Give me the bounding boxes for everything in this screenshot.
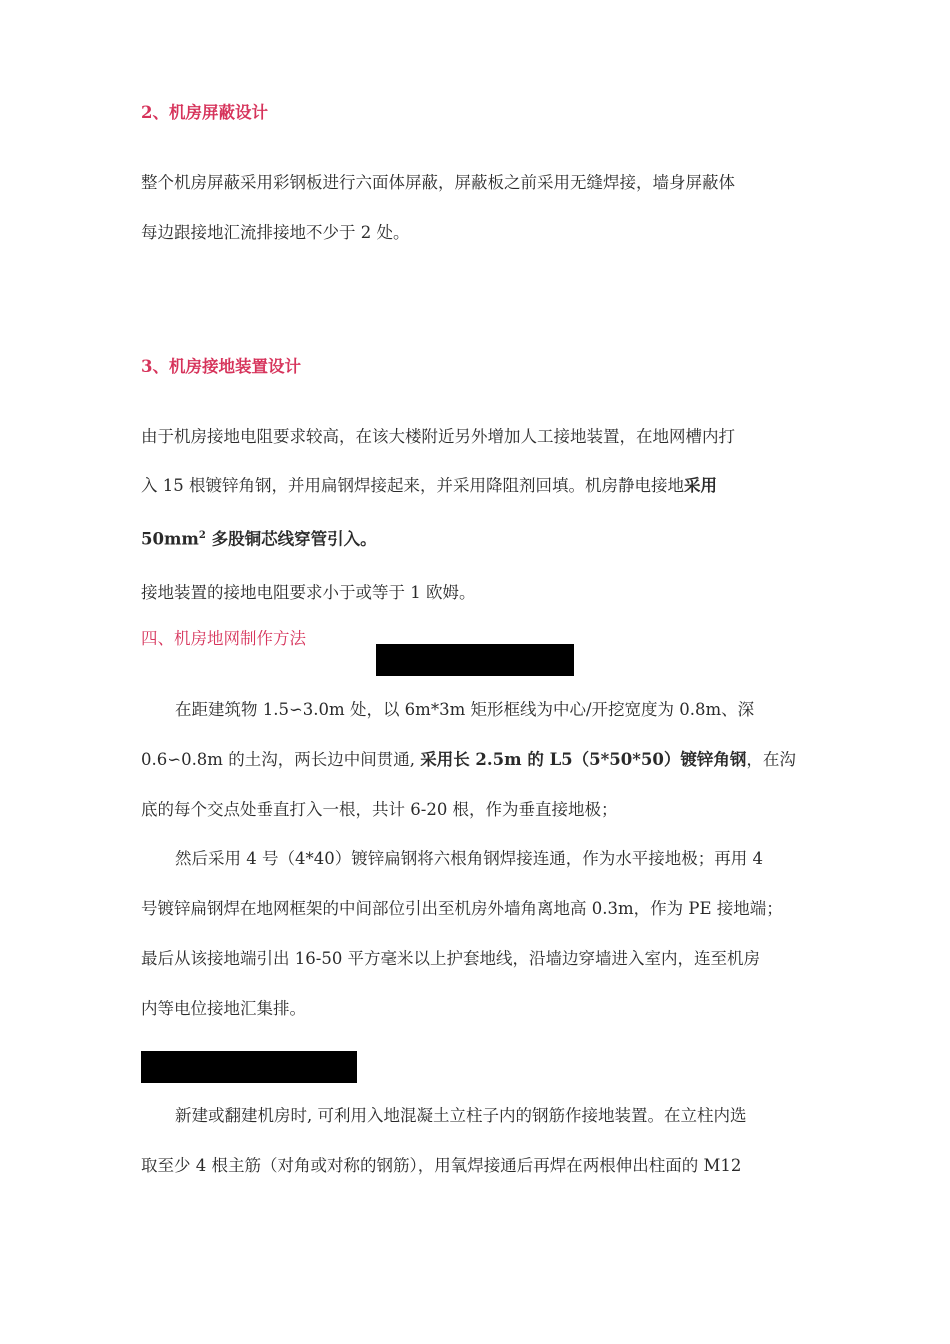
redaction-bar-1 [376,644,574,676]
section-3-line-3-bold-a: 50mm [141,529,199,549]
section-2-heading: 2、机房屏蔽设计 [141,103,268,122]
section-2-line-2: 每边跟接地汇流排接地不少于 2 处。 [141,223,410,242]
section-3-line-2 [141,475,717,497]
section-3-line-2-normal: 入 15 根镀锌角钢，并用扁钢焊接起来，并采用降阻剂回填。机房静电接地 [141,476,684,495]
section-2-line-1: 整个机房屏蔽采用彩钢板进行六面体屏蔽，屏蔽板之前采用无缝焊接，墙身屏蔽体 [141,173,735,192]
redaction-bar-2 [141,1051,357,1083]
section-3-line-4: 接地装置的接地电阻要求小于或等于 1 欧姆。 [141,583,476,602]
section-4-heading: 四、机房地网制作方法 [141,629,306,648]
section-4-p1-line-1: 在距建筑物 1.5∽3.0m 处，以 6m*3m 矩形框线为中心/开挖宽度为 0.8m、深 [175,700,755,719]
section-4-p1-line-3: 底的每个交点处垂直打入一根，共计 6-20 根，作为垂直接地极； [141,800,618,819]
section-3-line-2-bold: 采用 [684,476,717,495]
section-4-p2-line-4: 内等电位接地汇集排。 [141,999,306,1018]
section-4-p1-line-2-normal-b: ，在沟 [746,750,796,769]
section-4-p1-line-2 [141,749,796,771]
section-4-p3-line-1: 新建或翻建机房时, 可利用入地混凝土立柱子内的钢筋作接地装置。在立柱内选 [175,1106,747,1125]
section-4-p2-line-3: 最后从该接地端引出 16-50 平方毫米以上护套地线，沿墙边穿墙进入室内，连至机房 [141,949,761,968]
section-3-line-3-superscript: 2 [198,530,206,541]
section-4-p2-line-2: 号镀锌扁钢焊在地网框架的中间部位引出至机房外墙角离地高 0.3m，作为 PE 接地端； [141,899,783,918]
section-4-p2-line-1: 然后采用 4 号（4*40）镀锌扁钢将六根角钢焊接连通，作为水平接地极；再用 4 [175,849,763,868]
section-3-line-3-bold-b: 多股铜芯线穿管引入。 [205,529,377,549]
section-3-heading: 3、机房接地装置设计 [141,357,301,376]
section-4-p3-line-2: 取至少 4 根主筋（对角或对称的钢筋），用氧焊接通后再焊在两根伸出柱面的 M12 [141,1156,742,1175]
section-3-line-1: 由于机房接地电阻要求较高，在该大楼附近另外增加人工接地装置，在地网槽内打 [141,427,735,446]
section-4-p1-line-2-bold: 采用长 2.5m 的 L5（5*50*50）镀锌角钢 [420,750,747,769]
section-4-p1-line-2-normal-a: 0.6∽0.8m 的土沟，两长边中间贯通, [141,750,421,769]
section-3-line-3 [141,525,377,551]
